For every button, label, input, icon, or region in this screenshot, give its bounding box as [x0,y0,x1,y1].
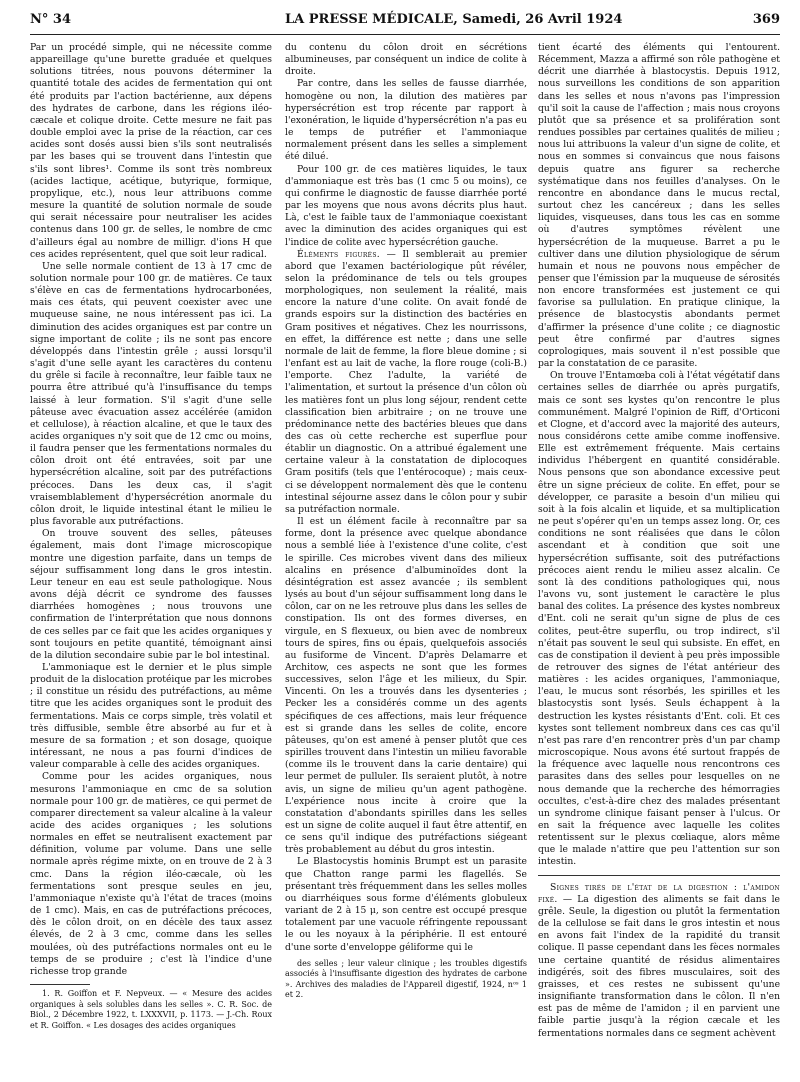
issue-number: N° 34 [30,12,71,27]
paragraph: Par contre, dans les selles de fausse diarrhée, homogène ou non, la dilution des matières par hypersécrétion est trop récente par rapport à l'exonération, le liquide d'hypersécrétion n'a pas eu le temps de putréfier et l'ammoniaque normalement présent dans les selles a simplement été dilué. [285,78,527,163]
column-3 [538,42,780,1040]
section-paragraph [285,249,527,516]
section-text: — La digestion des aliments se fait dans le grêle. Seule, la digestion ou plutôt la fermentation de la cellulose se fait dans le gros intestin et nous en avons fait l'index de la rapidité du transit colique. Il passe cependant dans les fèces normales une certaine quantité de résidus alimentaires indigérés, soit des fibres musculaires, soit des graisses, et ces restes ne subissent qu'une insignifiante transformation dans le côlon. Il n'en est pas de même de l'amidon ; il en parvient une faible partie jusqu'à la région cæcale et les fermentations normales dans ce segment achèvent [538,893,780,1039]
section-text: — Il semblerait au premier abord que l'examen bactériologique pût révéler, selon la prédominance de tels ou tels groupes morphologiques, non seulement la réalité, mais encore la nature d'une colite. On avait fondé de grands espoirs sur la distinction des bactéries en Gram positives et négatives. Chez les nourrissons, en effet, la différence est nette ; dans une selle normale de lait de femme, la flore bleue domine ; si l'enfant est au lait de vache, la flore rouge (coli-B.) l'emporte. Chez l'adulte, la variété de l'alimentation, et surtout la présence d'un côlon où les matières font un plus long séjour, rendent cette classification bien arbitraire ; on ne trouve une prédominance nette des bactéries bleues que dans des cas où cette recherche est superflue pour établir un diagnostic. On a attribué également une certaine valeur à la constatation de diplocoques Gram positifs (tels que l'entérocoque) ; mais ceux-ci se développent normalement dès que le contenu intestinal séjourne assez dans le côlon pour y subir sa putréfaction normale. [285,248,527,515]
page-number: 369 [752,12,780,27]
paragraph: On trouve l'Entamœba coli à l'état végétatif dans certaines selles de diarrhée ou après purgatifs, mais ce sont ses kystes qu'on rencontre le plus communément. Malgré l'opinion de Riff, d'Orticoni et Clogne, et d'accord avec la majorité des auteurs, nous considérons cette amibe comme inoffensive. Elle est extrêmement fréquente. Mais certains individus l'hébergent en quantité considérable. Nous pensons que son abondance excessive peut être un signe précieux de colite. En effet, pour se développer, ce parasite a besoin d'un milieu qui soit à la fois alcalin et liquide, et sa multiplication ne peut s'opérer qu'en un temps assez long. Or, ces conditions ne sont réalisées que dans le côlon ascendant et à condition que soit une hypersécrétion suffisante, soit des putréfactions précoces aient rendu le milieu assez alcalin. Ce sont là des conditions pathologiques qui, nous l'avons vu, sont justement le caractère le plus banal des colites. La présence des kystes nombreux d'Ent. coli ne serait qu'un signe de plus de ces colites, peut-être superflu, ou trop indirect, s'il n'était pas souvent le seul qui subsiste. En effet, en cas de constipation il devient à peu près impossible de retrouver des signes de l'état antérieur des matières : les acides organiques, l'ammoniaque, l'eau, le mucus sont résorbés, les spirilles et les blastocystis sont lysés. Seuls échappent à la destruction les kystes résistants d'Ent. coli. Et ces kystes sont tellement nombreux dans ces cas qu'il n'est pas rare d'en rencontrer près d'un par champ microscopique. Nous avons été surtout frappés de la fréquence avec laquelle nous rencontrons ces parasites dans des selles pour lesquelles on ne nous demande que la recherche des hémorragies occultes, c'est-à-dire chez des malades présentant un syndrome clinique faisant penser à l'ulcus. Or en sait la fréquence avec laquelle les colites retentissent sur le plexus cœliaque, alors même que le malade n'attire que peu l'attention sur son intestin. [538,370,780,868]
paragraph: L'ammoniaque est le dernier et le plus simple produit de la dislocation protéique par les microbes ; il constitue un résidu des putréfactions, au même titre que les acides organiques sont le produit des fermentations. Mais ce corps simple, très volatil et très diffusible, semble être absorbé au fur et à mesure de sa formation ; et son dosage, quoique intéressant, ne nous a pas fourni d'indices de valeur comparable à celle des acides organiques. [30,661,272,771]
page-header [30,12,780,34]
footnote-continued: des selles ; leur valeur clinique ; les troubles digestifs associés à l'insuffisante digestion des hydrates de carbone ». Archives des maladies de l'Appareil digestif, 1924, nᵒˢ 1 et 2. [285,958,527,1000]
paragraph: Le Blastocystis hominis Brumpt est un parasite que Chatton range parmi les flagellés. Se présentant très fréquemment dans les selles molles ou diarrhéiques sous forme d'éléments globuleux variant de 2 à 15 μ, son centre est occupé presque totalement par une vacuole réfringente repoussant le ou les noyaux à la périphérie. Il est entouré d'une sorte d'enveloppe géliforme qui le [285,856,527,953]
section-paragraph [538,882,780,1040]
journal-title: LA PRESSE MÉDICALE, Samedi, 26 Avril 1924 [285,12,623,27]
section-heading: Éléments figurés. [297,248,380,260]
paragraph: du contenu du côlon droit en sécrétions albumineuses, par conséquent un indice de colite à droite. [285,42,527,78]
paragraph: Une selle normale contient de 13 à 17 cmc de solution normale pour 100 gr. de matières. Ce taux s'élève en cas de fermentations hydrocarbonées, mais ces états, qui peuvent coexister avec une muqueuse saine, ne nous intéressent pas ici. La diminution des acides organiques est par contre un signe important de colite ; ils ne sont pas encore développés dans l'intestin grêle ; aussi lorsqu'il s'agit d'une selle ayant les caractères du contenu du grêle si facile à reconnaître, leur faible taux ne pourra être attribué qu'à l'insuffisance du temps laissé à leur formation. S'il s'agit d'une selle pâteuse avec évacuation assez accélérée (amidon et cellulose), à réaction alcaline, et que le taux des acides organiques n'y soit que de 12 cmc ou moins, il faudra penser que les fermentations normales du côlon droit ont été entravées, soit par une hypersécrétion alcaline, soit par des putréfactions précoces. Dans les deux cas, il s'agit vraisemblablement d'hypersécrétion anormale du côlon droit, le liquide intestinal étant le milieu le plus favorable aux putréfactions. [30,260,272,528]
section-heading: Signes tirés de l'état de la digestion : l'amidon fixé. [538,881,780,905]
column-2 [285,42,527,1001]
section-divider [538,875,780,876]
footnote: 1. R. Goiffon et F. Nepveux. — « Mesure des acides organiques à sels solubles dans les selles ». C. R. Soc. de Biol., 2 Décembre 1922, t. LXXXVII, p. 1173. — J.-Ch. Roux et R. Goiffon. « Les dosages des acides organiques [30,989,272,1030]
footnote-rule [30,984,90,985]
paragraph: Il est un élément facile à reconnaître par sa forme, dont la présence avec quelque abondance nous a semblé liée à l'existence d'une colite, c'est le spirille. Ces microbes vivent dans des milieux alcalins en présence d'albuminoïdes dont la désintégration est assez avancée ; ils semblent lysés au bout d'un séjour suffisamment long dans le côlon, car on ne les retrouve plus dans les selles de constipation. Ils ont des formes diverses, en virgule, en S flexueux, ou bien avec de nombreux tours de spires, fins ou épais, quelquefois associés au fusiforme de Vincent. D'après Delamarre et Architow, ces aspects ne sont que les formes successives, selon l'âge et les milieux, du Spir. Vincenti. On les a trouvés dans les dysenteries ; Pecker les a considérés comme un des agents spécifiques de ces affections, mais leur fréquence est si grande dans les selles de colite, encore pâteuses, qu'on est amené à penser plutôt que ces spirilles trouvent dans l'intestin un milieu favorable (comme ils le trouvent dans la carie dentaire) qui leur permet de pulluler. Ils seraient plutôt, à notre avis, un signe de milieu qu'un agent pathogène. L'expérience nous incite à croire que la constatation d'abondants spirilles dans les selles est un signe de colite auquel il faut être attentif, en ce sens qu'il indique des putréfactions siégeant très probablement au début du gros intestin. [285,516,527,856]
paragraph: tient écarté des éléments qui l'entourent. Récemment, Mazza a affirmé son rôle pathogène et décrit une diarrhée à blastocystis. Depuis 1912, nous surveillons les conditions de son apparition dans les selles et nous n'avons pas l'impression qu'il soit la cause de l'affection ; mais nous croyons plutôt que sa présence et sa prolifération sont rendues possibles par certaines qualités de milieu ; nous lui attribuons la valeur d'un signe de colite, et nous en sommes si convaincus que nous faisons depuis quatre ans figurer sa recherche systématique dans nos feuilles d'analyses. On le rencontre en abondance dans le mucus rectal, surtout chez les cancéreux ; dans les selles liquides, visqueuses, dans tous les cas en somme où d'autres symptômes révèlent une hypersécrétion de la muqueuse. Barret a pu le cultiver dans une dilution physiologique de sérum humain et nous ne pouvons nous empêcher de penser que l'émission par la muqueuse de sérosités non encore transformées est justement ce qui favorise sa pullulation. En pratique clinique, la présence de blastocystis abondants permet d'affirmer la présence d'une colite ; ce diagnostic peut être confirmé par d'autres signes coprologiques, mais souvent il n'est possible que par la constatation de ce parasite. [538,42,780,370]
paragraph: On trouve souvent des selles, pâteuses également, mais dont l'image microscopique montre une digestion parfaite, dans un temps de séjour suffisamment long dans le gros intestin. Leur teneur en eau est seule pathologique. Nous avons déjà décrit ce syndrome des fausses diarrhées homogènes ; nous trouvons une confirmation de l'interprétation que nous donnons de ces selles par ce fait que les acides organiques y sont toujours en petite quantité, témoignant ainsi de la dilution secondaire subie par le bol intestinal. [30,528,272,661]
paragraph: Par un procédé simple, qui ne nécessite comme appareillage qu'une burette graduée et quelques solutions titrées, nous pouvons déterminer la quantité totale des acides de fermentation qui ont été produits par l'action bactérienne, aux dépens des hydrates de carbone, dans les régions iléo-cæcale et colique droite. Cette mesure ne fait pas double emploi avec la prise de la réaction, car ces acides sont dosés aussi bien s'ils sont neutralisés par les bases qui se trouvent dans l'intestin que s'ils sont libres¹. Comme ils sont très nombreux (acides lactique, acétique, butyrique, formique, propylique, etc.), nous leur attribuons comme mesure la quantité de solution normale de soude qui serait nécessaire pour neutraliser les acides contenus dans 100 gr. de selles, le nombre de cmc d'ailleurs égal au nombre de milligr. d'ions H que ces acides représentent, quel que soit leur radical. [30,42,272,260]
column-1 [30,42,272,1031]
header-rule [30,34,780,35]
paragraph: Comme pour les acides organiques, nous mesurons l'ammoniaque en cmc de sa solution normale pour 100 gr. de matières, ce qui permet de comparer directement sa valeur alcaline à la valeur acide des acides organiques ; les solutions normales en effet se neutralisent exactement par définition, volume par volume. Dans une selle normale après régime mixte, on en trouve de 2 à 3 cmc. Dans la région iléo-cæcale, où les fermentations sont presque seules en jeu, l'ammoniaque n'existe qu'à l'état de traces (moins de 1 cmc). Mais, en cas de putréfactions précoces, dès le côlon droit, on en décèle des taux assez élevés, de 2 à 3 cmc, comme dans les selles moulées, où des putréfactions normales ont eu le temps de se produire ; c'est là l'indice d'une richesse trop grande [30,771,272,977]
paragraph: Pour 100 gr. de ces matières liquides, le taux d'ammoniaque est très bas (1 cmc 5 ou moins), ce qui confirme le diagnostic de fausse diarrhée porté par les moyens que nous avons décrits plus haut. Là, c'est le faible taux de l'ammoniaque coexistant avec la diminution des acides organiques qui est l'indice de colite avec hypersécrétion gauche. [285,163,527,248]
